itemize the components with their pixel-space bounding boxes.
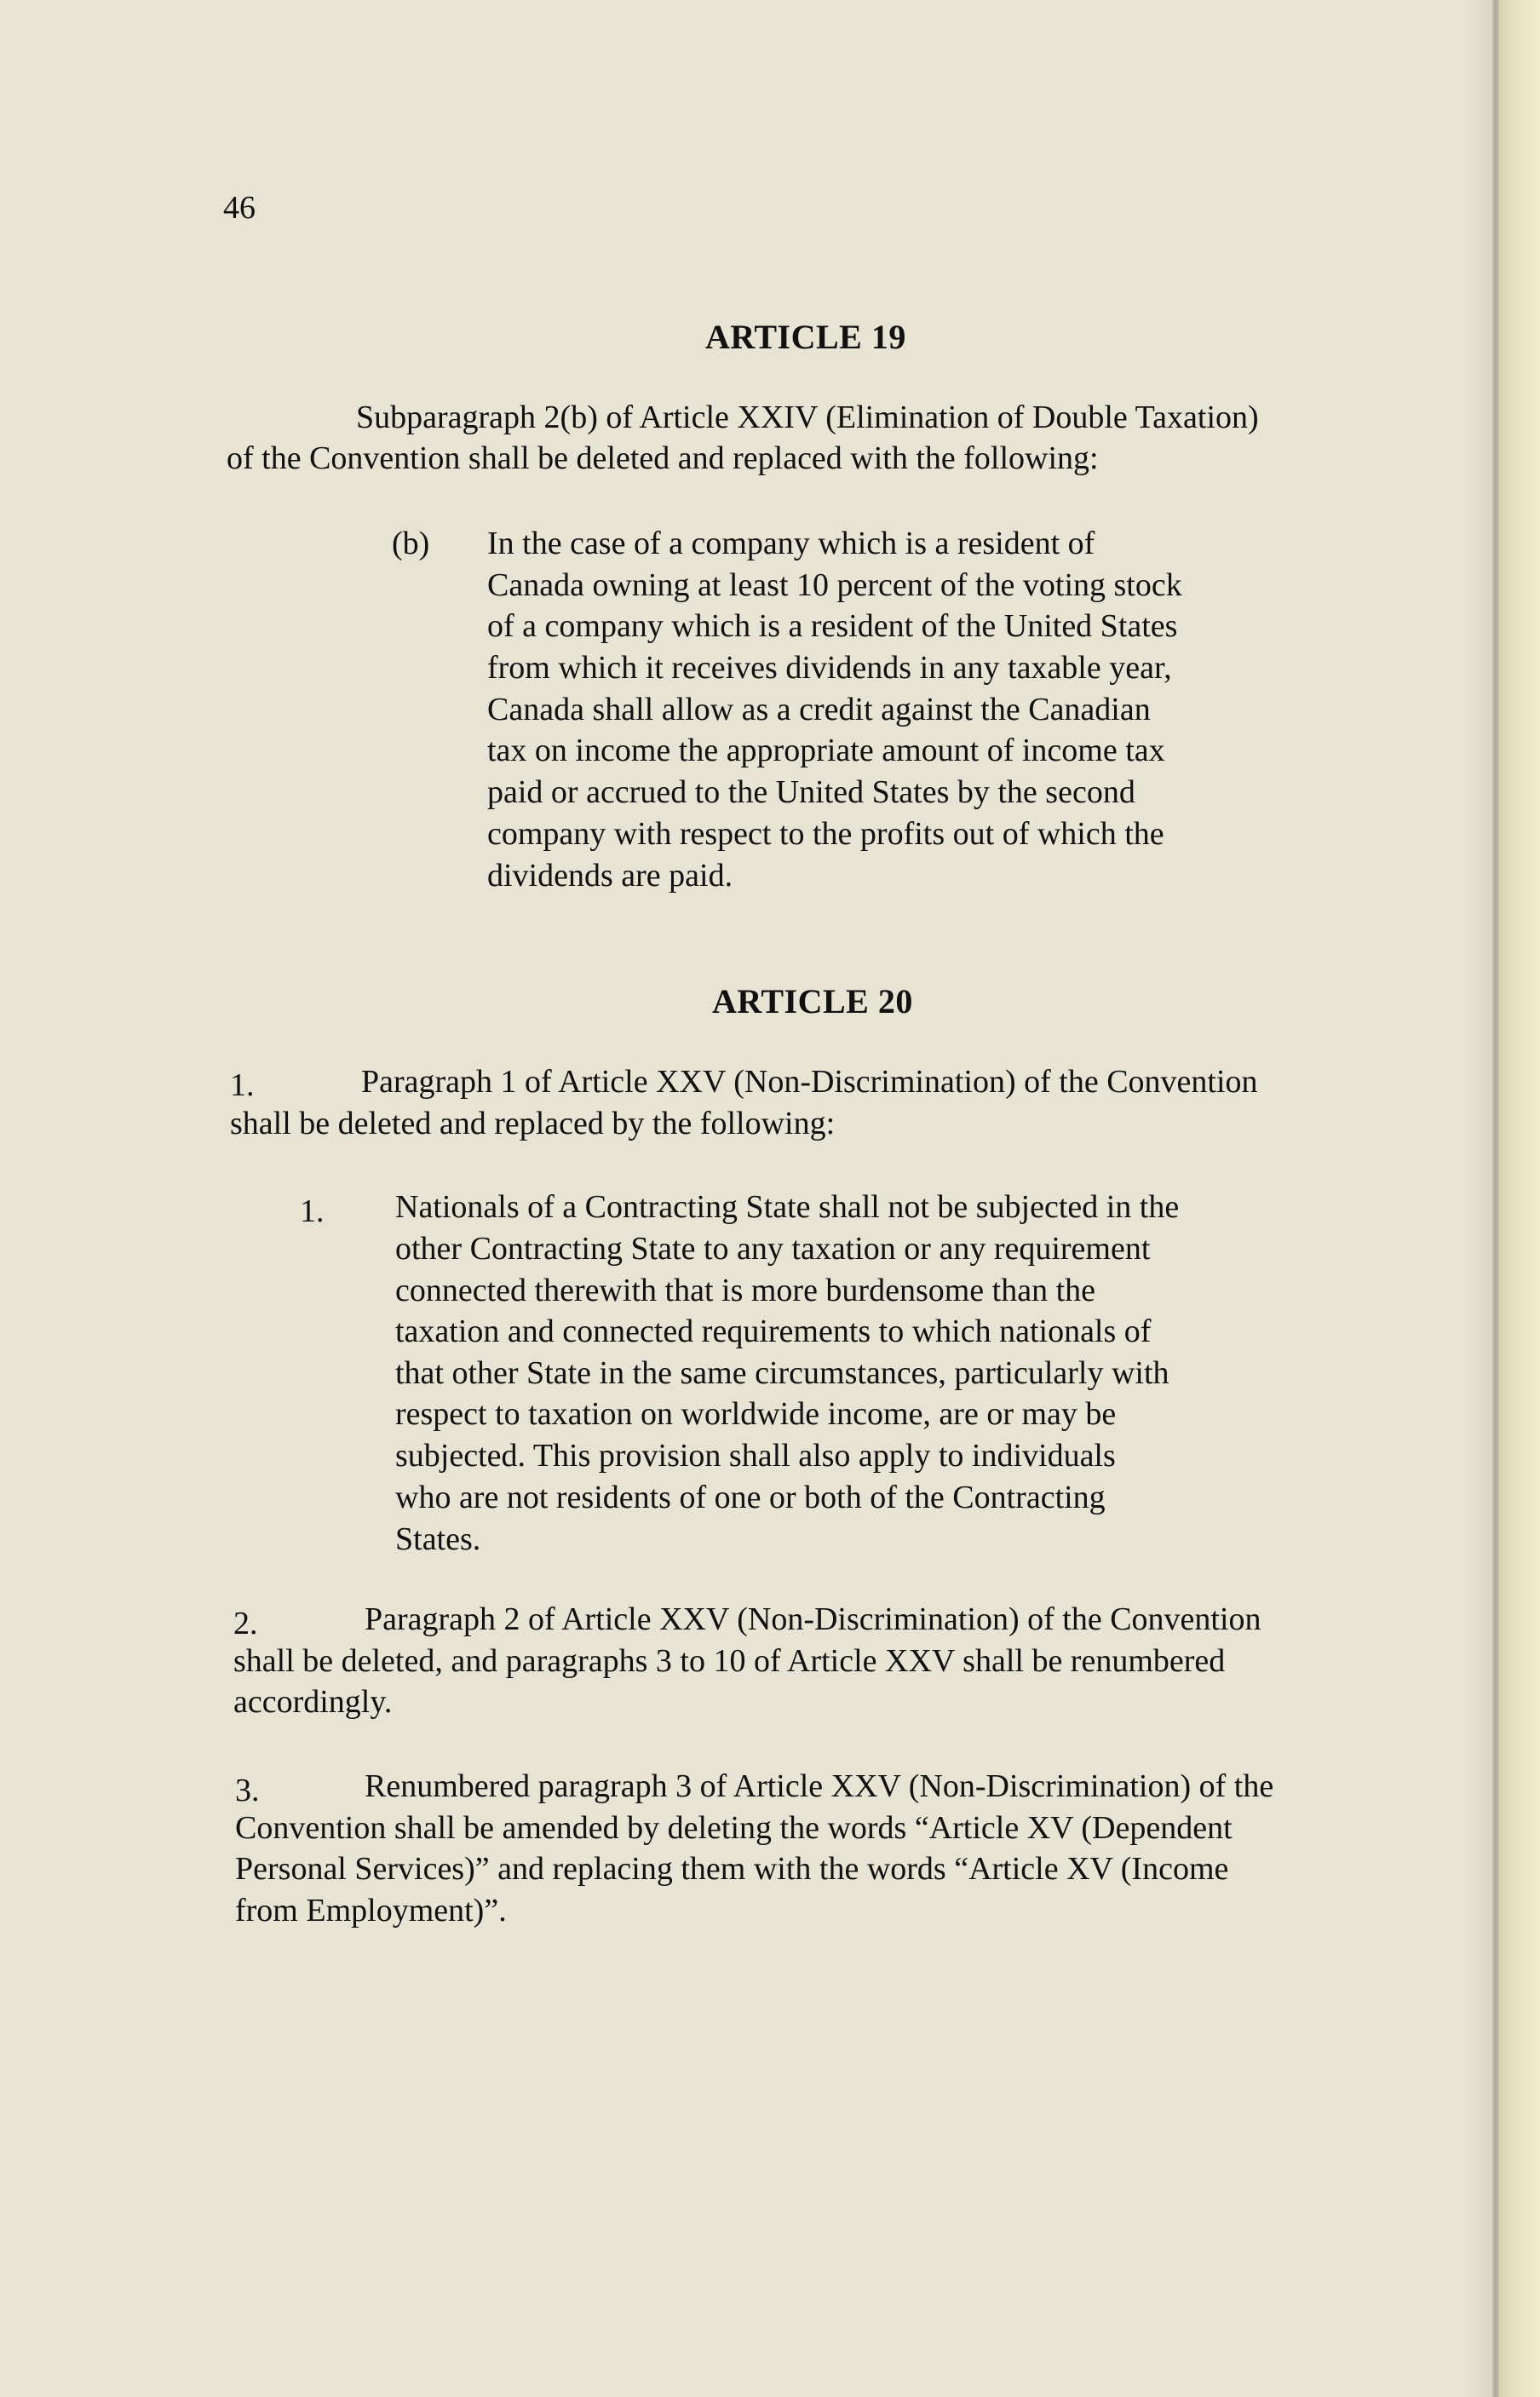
article-19-quote-line: paid or accrued to the United States by the second bbox=[487, 774, 1135, 810]
article-20-para-2-line: shall be deleted, and paragraphs 3 to 10 of Article XXV shall be renumbered bbox=[233, 1643, 1226, 1679]
article-19-quote-line: from which it receives dividends in any taxable year, bbox=[487, 650, 1172, 686]
article-19-quote-line: Canada owning at least 10 percent of the voting stock bbox=[487, 567, 1182, 603]
page-number: 46 bbox=[223, 190, 256, 226]
article-19-quote-line: In the case of a company which is a resident of bbox=[487, 526, 1095, 561]
article-19-heading: ARTICLE 19 bbox=[705, 318, 906, 356]
article-19-quote-line: Canada shall allow as a credit against the Canadian bbox=[487, 692, 1151, 727]
article-19-intro-line: of the Convention shall be deleted and replaced with the following: bbox=[227, 440, 1099, 476]
article-20-para-1-quote-line: States. bbox=[395, 1521, 481, 1557]
article-20-para-3-marker: 3. bbox=[235, 1773, 260, 1808]
article-20-heading: ARTICLE 20 bbox=[712, 982, 913, 1020]
article-20-para-2-line: accordingly. bbox=[233, 1684, 393, 1720]
article-20-para-2-marker: 2. bbox=[233, 1606, 258, 1641]
article-19-quote-line: of a company which is a resident of the United States bbox=[487, 608, 1178, 644]
article-20-para-1-quote-line: taxation and connected requirements to which nationals of bbox=[395, 1313, 1152, 1349]
article-20-para-1-quote-line: connected therewith that is more burdensome than the bbox=[395, 1273, 1096, 1308]
page-edge-shadow bbox=[1492, 0, 1499, 2397]
article-19-quote-line: dividends are paid. bbox=[487, 858, 733, 894]
article-20-para-3-line: Personal Services)” and replacing them with the words “Article XV (Income bbox=[235, 1851, 1229, 1887]
article-20-para-1-quote-line: Nationals of a Contracting State shall not be subjected in the bbox=[395, 1189, 1180, 1225]
article-20-para-1-line: Paragraph 1 of Article XXV (Non-Discrimination) of the Convention bbox=[361, 1064, 1258, 1100]
article-19-quote-marker: (b) bbox=[392, 526, 430, 561]
article-20-para-1-line: shall be deleted and replaced by the following: bbox=[230, 1106, 836, 1141]
article-20-para-3-line: Renumbered paragraph 3 of Article XXV (Non-Discrimination) of the bbox=[365, 1768, 1274, 1804]
article-20-para-3-line: from Employment)”. bbox=[235, 1893, 507, 1929]
article-20-para-1-quote-line: subjected. This provision shall also apply to individuals bbox=[395, 1438, 1116, 1474]
article-20-para-1-quote-line: other Contracting State to any taxation or any requirement bbox=[395, 1231, 1151, 1267]
article-19-intro-line: Subparagraph 2(b) of Article XXIV (Elimination of Double Taxation) bbox=[356, 400, 1259, 435]
article-20-para-1-quote-marker: 1. bbox=[300, 1193, 325, 1229]
article-20-para-3-line: Convention shall be amended by deleting the words “Article XV (Dependent bbox=[235, 1810, 1233, 1846]
article-20-para-1-quote-line: respect to taxation on worldwide income, are or may be bbox=[395, 1396, 1117, 1432]
article-20-para-1-quote-line: that other State in the same circumstances, particularly with bbox=[395, 1355, 1169, 1391]
article-20-para-1-marker: 1. bbox=[230, 1067, 255, 1103]
article-19-quote-line: company with respect to the profits out of which the bbox=[487, 816, 1164, 852]
page-right-strip bbox=[1499, 0, 1540, 2397]
article-19-quote-line: tax on income the appropriate amount of income tax bbox=[487, 733, 1165, 768]
article-20-para-2-line: Paragraph 2 of Article XXV (Non-Discrimination) of the Convention bbox=[365, 1601, 1261, 1637]
article-20-para-1-quote-line: who are not residents of one or both of the Contracting bbox=[395, 1480, 1106, 1515]
